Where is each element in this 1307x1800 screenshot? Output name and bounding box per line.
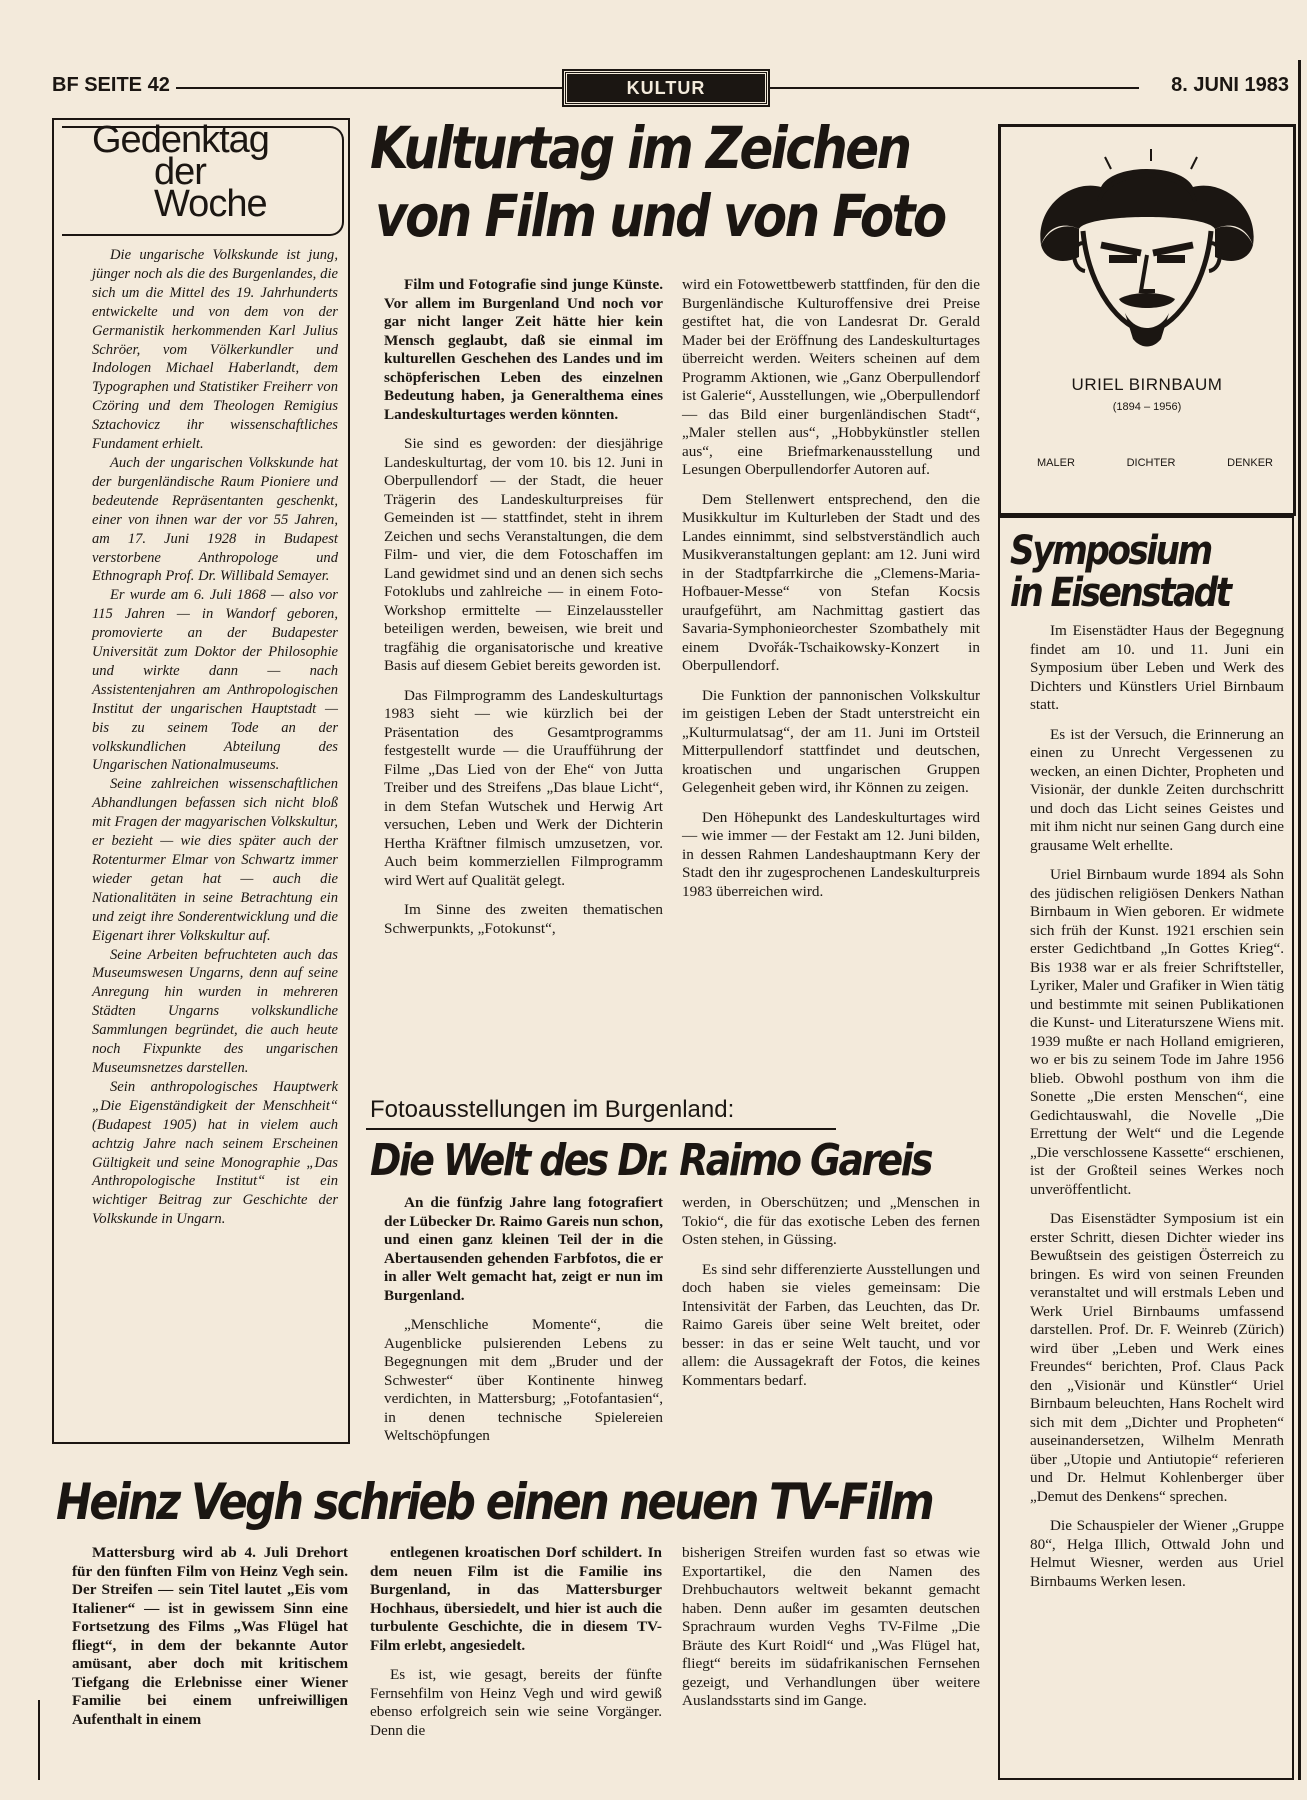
paragraph: Im Eisenstädter Haus der Begegnung findet am 10. und 11. Juni ein Symposium über Leben und Werk des Dichters und Künstlers Uriel Birnbaum statt. xyxy=(1030,622,1284,713)
paragraph: Seine Arbeiten befruchteten auch das Museumswesen Ungarns, denn auf seine Anregung hin wurden in mehreren Städten Ungarns volkskundliche Sammlungen begründet, die auch heute noch Fixpunkte des ungarischen Museumsnetzes darstellen. xyxy=(92,946,338,1076)
portrait-caption-years: (1894 – 1956) xyxy=(1112,401,1182,413)
article-lead: Mattersburg wird ab 4. Juli Drehort für den fünften Film von Heinz Vegh sein. Der Streifen — sein Titel lautet „Eis vom Italiener“ — ist in gewissem Sinn eine Fortsetzung des Films „Was Flügel hat fliegt“, in dem der bekannte Autor amüsant, aber doch mit kritischem Tiefgang die Erlebnisse einer Wiener Familie bei einem unfreiwilligen Aufenthalt in einem xyxy=(72,1544,348,1728)
role-label: MALER xyxy=(1037,457,1075,469)
page-header xyxy=(52,74,1289,102)
portrait-box xyxy=(998,124,1296,516)
article3-column-3 xyxy=(682,1544,980,1722)
paragraph: Es ist, wie gesagt, bereits der fünfte Fernsehfilm von Heinz Vegh und wird gewiß ebenso erfolgreich sein wie seine Vorgänger. Denn die xyxy=(370,1666,662,1739)
paragraph: Uriel Birnbaum wurde 1894 als Sohn des jüdischen religiösen Denkers Nathan Birnbaum in Wien geboren. Er widmete sich früh der Kunst. 1921 erschien sein erster Gedichtband „In Gottes Krieg“. Bis 1938 war er als freier Schriftsteller, Lyriker, Maler und Grafiker in Wien tätig und bestimmte mit seinen Publikationen die Kunst- und Literaturszene Wiens mit. 1939 mußte er nach Holland emigrieren, wo er bis zu seinem Tode im Jahre 1956 blieb. Obwohl posthum von ihm die Sonette „Die ersten Menschen“, eine Gedichtauswahl, die Novelle „Die Errettung der Welt“ und die Legende „Die verschlossene Kassette“ erschienen, ist der Großteil seines Werkes noch unveröffentlicht. xyxy=(1030,866,1284,1198)
paragraph: Im Sinne des zweiten thematischen Schwerpunkts, „Fotokunst“, xyxy=(384,901,663,937)
issue-date: 8. JUNI 1983 xyxy=(1165,74,1289,97)
paragraph: Es sind sehr differenzierte Ausstellungen und doch haben sie vieles gemeinsam: Die Intensivität der Farben, das Leuchten, das Dr. Raimo Gareis über seine Welt breitet, oder besser: in das er seine Welt taucht, und vor allem: die Aussagekraft der Fotos, die keines Kommentars bedarf. xyxy=(682,1260,980,1389)
paragraph: Sein anthropologisches Hauptwerk „Die Eigenständigkeit der Menschheit“ (Budapest 1905) hat in vielem auch achtzig Jahre nach seinem Erscheinen Gültigkeit und seine Monographie „Das Anthropologische Institut“ ist ein wichtiger Beitrag zur Geschichte der Volkskunde in Ungarn. xyxy=(92,1078,338,1228)
scan-edge xyxy=(1298,60,1301,1780)
paragraph: wird ein Fotowettbewerb stattfinden, für den die Burgenländische Kulturoffensive drei Preise gestiftet hat, die von Landesrat Dr. Gerald Mader bei der Eröffnung des Landeskulturtages überreicht werden. Weiters scheinen auf dem Programm Aktionen, wie „Ganz Oberpullendorf ist Galerie“, Ausstellungen, wie „Oberpullendorf — das Bild einer burgenländischen Stadt“, „Maler stellen aus“, „Hobbykünstler stellen aus“, eine Briefmarkenausstellung und Lesungen Oberpullendorfer Autoren auf. xyxy=(682,276,980,478)
article-lead: entlegenen kroatischen Dorf schildert. In dem neuen Film ist die Familie ins Burgenland, in das Mattersburger Hochhaus, übersiedelt, und hier ist auch die turbulente Geschichte, die in diesem TV-Film erlebt, angesiedelt. xyxy=(370,1544,662,1654)
paragraph: Auch der ungarischen Volkskunde hat der burgenländische Raum Pioniere und bedeutende Repräsentanten geschenkt, einer von ihnen war der vor 55 Jahren, am 17. Juni 1928 in Budapest verstorbene Anthropologe und Ethnograph Prof. Dr. Willibald Semayer. xyxy=(92,454,338,585)
kicker-underline xyxy=(366,1128,836,1130)
gedenktag-title: Gedenktag der Woche xyxy=(92,119,269,225)
article3-headline: Heinz Vegh schrieb einen neuen TV-Film xyxy=(56,1473,933,1531)
article1-column-2 xyxy=(682,276,980,912)
symposium-box xyxy=(998,516,1294,1780)
paragraph: Seine zahlreichen wissenschaftlichen Abhandlungen befassen sich nicht bloß mit Fragen der magyarischen Volkskultur, er bezieht — wie dies später auch der Rotenturmer Elmar von Schwartz immer wieder getan hat — auch die Nationalitäten in seine Betrachtung ein und zeigt ihre Sonderentwicklung und die Eigenart ihrer Volkskultur auf. xyxy=(92,776,338,944)
paragraph: Die Funktion der pannonischen Volkskultur im geistigen Leben der Stadt unterstreicht ein „Kulturmulatsag“, der am 11. Juni im Ortsteil Mitterpullendorf stattfindet und deutschen, kroatischen und ungarischen Gruppen Gelegenheit geben wird, ihr Können zu zeigen. xyxy=(682,686,980,796)
article3-column-2 xyxy=(370,1544,662,1751)
symposium-body xyxy=(1030,622,1284,1602)
paragraph: Die ungarische Volkskunde ist jung, jünger noch als die des Burgenlandes, die sich um die Mittel des 19. Jahrhunderts entwickelte und von dem von der Germanistik herkommenden Karl Julius Schröer, vom Völkerkundler und Indologen Michael Haberlandt, dem Typographen und Statistiker Freiherr von Czöring und dem Theologen Remigius Sztachovicz ihr wissenschaftliches Fundament erhielt. xyxy=(92,247,338,453)
paragraph: Das Filmprogramm des Landeskulturtags 1983 sieht — wie kürzlich bei der Präsentation des Gesamtprogramms festgestellt wurde — die Uraufführung der Filme „Das Lied von der Ehe“ von Jutta Treiber und des Streifens „Das blaue Licht“, in dem Stefan Wutschek und Herwig Art versuchen, Leben und Werk der Dichterin Hertha Kräftner filmisch umzusetzen, vor. Auch beim kommerziellen Filmprogramm wird Wert auf Qualität gelegt. xyxy=(384,686,663,889)
page-number: BF SEITE 42 xyxy=(52,74,176,97)
paragraph: Sie sind es geworden: der diesjährige Landeskulturtag, der vom 10. bis 12. Juni in Oberpullendorf — der Stadt, die heuer Trägerin des Landeskulturpreises für Gemeinden ist — stattfindet, steht in ihrem Zeichen und sechs Veranstaltungen, die dem Film- und vier, die dem Fotoschaffen im Land gewidmet sind und an denen sich sechs Fotoklubs und zahlreiche — in einem Foto-Workshop ermittelte — Einzelaussteller beteiligen werden, beweisen, wie breit und tragfähig die organisatorische und kreative Basis auf diesem Gebiet bereits geworden ist. xyxy=(384,435,663,674)
paragraph: „Menschliche Momente“, die Augenblicke pulsierenden Lebens zu Begegnungen mit dem „Bruder und der Schwester“ über Kontinente hinweg verdichten, in Mattersburg; „Fotofantasien“, in denen technische Spielereien Weltschöpfungen xyxy=(384,1316,663,1444)
paragraph: Er wurde am 6. Juli 1868 — also vor 115 Jahren — in Wandorf geboren, promovierte an der Budapester Universität zum Doktor der Philosophie und wirkte dann — nach Assistentenjahren am Anthropologischen Institut der ungarischen Hauptstadt — bis zu seinem Tode an der volkskundlichen Abteilung des Ungarischen Nationalmuseums. xyxy=(92,587,338,774)
paragraph: Die Schauspieler der Wiener „Gruppe 80“, Helga Illich, Ottwald John und Helmut Wiesner, werden aus Uriel Birnbaums Werken lesen. xyxy=(1030,1517,1284,1590)
paragraph: Den Höhepunkt des Landeskulturtages wird — wie immer — der Festakt am 12. Juni bilden, in dessen Rahmen Landeshauptmann Kery der Stadt den ihr zugesprochenen Landeskulturpreis 1983 überreichen wird. xyxy=(682,808,980,900)
article3-column-1 xyxy=(72,1544,348,1740)
portrait-drawing xyxy=(1001,127,1293,367)
role-label: DICHTER xyxy=(1126,457,1176,469)
article1-column-1 xyxy=(384,276,663,949)
paragraph: werden, in Oberschützen; und „Menschen in Tokio“, die für das exotische Leben des fernen Osten stehen, in Güssing. xyxy=(682,1194,980,1248)
gedenktag-box xyxy=(52,118,350,1444)
article2-column-1 xyxy=(384,1194,663,1457)
paragraph: Es ist der Versuch, die Erinnerung an einen zu Unrecht Vergessenen zu wecken, an einen Dichter, Propheten und Visionär, der dunkle Zeiten durchschritt und doch das Licht seines Geistes und mit ihm nicht nur seinen Gang durch eine grausame Welt erhellte. xyxy=(1030,725,1284,854)
article2-column-2 xyxy=(682,1194,980,1401)
article1-headline: Kulturtag im Zeichen von Film und von Foto xyxy=(370,114,945,250)
gedenktag-body xyxy=(92,246,338,1229)
header-rule-right xyxy=(770,87,1139,89)
portrait-caption-name: URIEL BIRNBAUM xyxy=(1071,375,1223,394)
paragraph: Das Eisenstädter Symposium ist ein erster Schritt, diesen Dichter wieder ins Bewußtsein des geistigen Österreich zu bringen. Es wird von seinen Freunden veranstaltet und will erstmals Leben und Werk Uriel Birnbaums umfassend darstellen. Prof. Dr. F. Weinreb (Zürich) wird über „Leben und Werk eines Freundes“ berichten, Prof. Claus Pack den „Visionär und Künstler“ Uriel Birnbaum beleuchten, Hans Rochelt wird sich mit dem „Dichter und Propheten“ auseinandersetzen, Wilhelm Menrath über „Utopie und Antiutopie“ referieren und Dr. Helmut Kohlenberger über „Demut des Denkens“ sprechen. xyxy=(1030,1210,1284,1505)
paragraph: bisherigen Streifen wurden fast so etwas wie Exportartikel, die den Namen des Drehbuchautors weltweit bekannt gemacht haben. Denn außer im gesamten deutschen Sprachraum wurden Veghs TV-Filme „Die Bräute des Kurt Roidl“ und „Was Flügel hat, fliegt“ bereits im südafrikanischen Fernsehen gezeigt, und Verhandlungen über weitere Auslandsstarts sind im Gange. xyxy=(682,1544,980,1709)
article2-headline: Die Welt des Dr. Raimo Gareis xyxy=(370,1135,931,1186)
symposium-headline: Symposium in Eisenstadt xyxy=(1010,528,1230,616)
section-badge: KULTUR xyxy=(564,71,768,105)
paragraph: Dem Stellenwert entsprechend, den die Musikkultur im Kulturleben der Stadt und des Landes einnimmt, sind selbstverständlich auch Musikveranstaltungen geplant: am 12. Juni wird in der Stadtpfarrkirche die „Clemens-Maria-Hofbauer-Messe“ von Stefan Kocsis uraufgeführt, am Nachmittag gastiert das Savaria-Symphonieorchester Szombathely mit einem Dvořák-Tschaikowsky-Konzert in Oberpullendorf. xyxy=(682,490,980,674)
scan-edge xyxy=(38,1700,40,1780)
role-label: DENKER xyxy=(1227,457,1273,469)
article-lead: An die fünfzig Jahre lang fotografiert der Lübecker Dr. Raimo Gareis nun schon, und einen ganz kleinen Teil der in die Abertausenden gehenden Farbfotos, die er in aller Welt gemacht hat, zeigt er nun im Burgenland. xyxy=(384,1194,663,1304)
article-lead: Film und Fotografie sind junge Künste. Vor allem im Burgenland Und noch vor gar nicht langer Zeit hätte hier kein Mensch geglaubt, daß sie einmal im kulturellen Geschehen des Landes und im schöpferischen Leben des einzelnen Bedeutung haben, ja Generalthema eines Landeskulturtages werden könnten. xyxy=(384,276,663,423)
portrait-caption-roles xyxy=(1037,457,1273,469)
article2-kicker: Fotoausstellungen im Burgenland: xyxy=(370,1096,735,1123)
